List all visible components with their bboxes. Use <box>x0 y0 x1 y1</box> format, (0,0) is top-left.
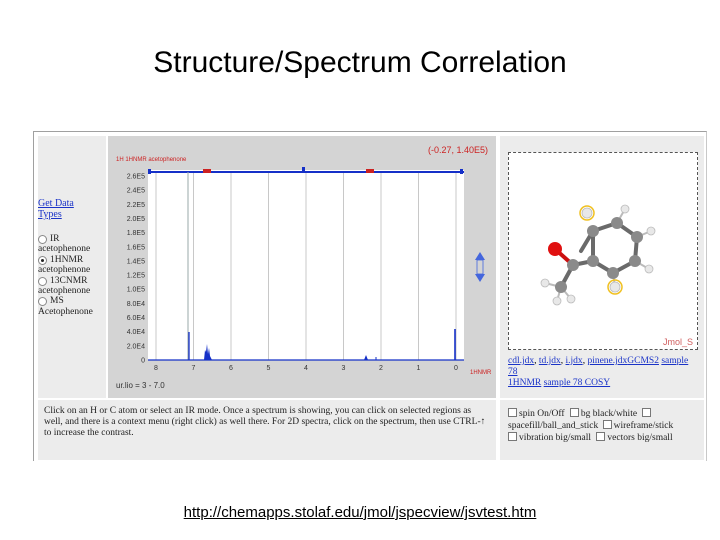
radio-13cnmr[interactable] <box>38 277 47 286</box>
y-tick-label: 1.6E5 <box>126 244 145 252</box>
wire-label: wireframe/stick <box>613 421 674 431</box>
jmol-label: Jmol_S <box>662 337 693 347</box>
x-tick-label: 3 <box>341 365 346 372</box>
source-url[interactable]: http://chemapps.stolaf.edu/jmol/jspecview/jsvtest.htm <box>183 504 537 521</box>
coordinate-readout: (-0.27, 1.40E5) <box>427 145 488 155</box>
radio-option-13cnmr[interactable]: 13CNMR acetophenone <box>38 275 91 297</box>
display-options <box>500 400 704 460</box>
y-tick-label: 6.0E4 <box>126 315 145 323</box>
molecule-view[interactable] <box>509 153 697 349</box>
hydrogen-atom[interactable] <box>621 205 629 213</box>
vibration-checkbox[interactable] <box>508 432 517 441</box>
hydrogen-atom[interactable] <box>582 208 592 218</box>
oxygen-atom[interactable] <box>548 242 562 256</box>
radio-ms[interactable] <box>38 297 47 306</box>
vectors-checkbox[interactable] <box>596 432 605 441</box>
top-marker-left <box>148 169 151 174</box>
link-sample78-cosy[interactable]: sample 78 COSY <box>543 378 611 388</box>
top-marker-blue <box>302 167 305 171</box>
methyl-carbon[interactable] <box>555 281 567 293</box>
hydrogen-atom[interactable] <box>567 295 575 303</box>
y-tick-label: 8.0E4 <box>126 300 145 308</box>
spin-checkbox[interactable] <box>508 408 517 417</box>
spectrum-panel[interactable] <box>108 136 496 398</box>
y-tick-label: 4.0E4 <box>126 329 145 337</box>
radio-option-ir[interactable]: IR acetophenone <box>38 234 91 255</box>
y-tick-label: 0 <box>141 357 145 365</box>
x-tick-label: 4 <box>304 365 308 372</box>
link-1hnmr[interactable]: 1HNMR <box>508 378 542 388</box>
y-tick-label: 2.0E4 <box>126 343 145 351</box>
link-td[interactable]: td.jdx <box>538 356 561 366</box>
bg-checkbox[interactable] <box>570 408 579 417</box>
top-marker-red-2 <box>366 169 374 173</box>
y-tick-label: 1.8E5 <box>126 230 145 238</box>
y-tick-label: 2.2E5 <box>126 201 145 209</box>
slide-title: Structure/Spectrum Correlation <box>153 46 567 79</box>
spin-label: spin On/Off <box>519 409 565 419</box>
y-tick-label: 1.2E5 <box>126 272 145 280</box>
style-label: spacefill/ball_and_stick <box>508 421 599 431</box>
app-frame <box>33 131 707 461</box>
spectrum-type-radios <box>38 234 106 317</box>
x-tick-label: 0 <box>454 365 458 372</box>
bg-label: bg black/white <box>580 409 638 419</box>
hydrogen-atom[interactable] <box>645 265 653 273</box>
vibration-label: vibration big/small <box>519 433 592 443</box>
instructions-panel <box>38 400 496 460</box>
wire-checkbox[interactable] <box>603 420 612 429</box>
x-tick-label: 6 <box>229 365 233 372</box>
x-axis-label: 1HNMR <box>470 370 492 376</box>
top-marker-red-1 <box>203 169 211 173</box>
get-data-link[interactable]: Get Data <box>38 198 74 209</box>
radio-ir[interactable] <box>38 235 47 244</box>
y-tick-label: 1.4E5 <box>126 258 145 266</box>
x-tick-label: 1 <box>416 365 421 372</box>
x-tick-label: 5 <box>266 365 271 372</box>
radio-1hnmr[interactable] <box>38 256 47 265</box>
spectrum-top-label: 1H 1HNMR acetophenone <box>116 157 187 163</box>
ring-carbon-2[interactable] <box>587 225 599 237</box>
x-tick-label: 8 <box>154 365 158 372</box>
instructions-text: Click on an H or C atom or select an IR mode. Once a spectrum is showing, you can click on selected regions as well, and there is a context menu (right click) as well there. For 2D spectra, click on the spectrum, then use CTRL-↑ to increase the contrast. <box>44 406 486 438</box>
spectrum-footer: ur.lio = 3 - 7.0 <box>116 381 165 390</box>
ring-carbon-4[interactable] <box>631 231 643 243</box>
hydrogen-atom[interactable] <box>610 282 620 292</box>
types-link[interactable]: Types <box>38 209 62 220</box>
y-tick-label: 2.6E5 <box>126 173 145 181</box>
spectrum-plot[interactable] <box>108 136 496 398</box>
jmol-links: cdl.jdx, td.jdx, i.jdx, pinene.jdxGCMS2 sample 78 1HNMR sample 78 COSY <box>508 356 689 388</box>
link-cdl[interactable]: cdl.jdx <box>508 356 535 366</box>
ring-carbon-6[interactable] <box>607 267 619 279</box>
y-tick-label: 2.4E5 <box>126 187 145 195</box>
hydrogen-atom[interactable] <box>647 227 655 235</box>
radio-option-1hnmr[interactable]: 1HNMR acetophenone <box>38 254 91 276</box>
top-marker-right <box>460 169 463 174</box>
ring-carbon-1[interactable] <box>587 255 599 267</box>
hydrogen-atom[interactable] <box>553 297 561 305</box>
x-tick-label: 2 <box>379 365 383 372</box>
ring-carbon-3[interactable] <box>611 217 623 229</box>
jmol-viewer[interactable] <box>508 152 698 350</box>
link-i[interactable]: i.jdx <box>565 356 583 366</box>
vectors-label: vectors big/small <box>607 433 673 443</box>
y-tick-label: 1.0E5 <box>126 286 145 294</box>
x-tick-label: 7 <box>191 365 196 372</box>
y-tick-label: 2.0E5 <box>126 215 145 223</box>
zoom-arrows[interactable] <box>475 252 485 282</box>
ring-carbon-5[interactable] <box>629 255 641 267</box>
link-sample78[interactable]: sample 78 <box>508 356 689 377</box>
jmol-panel <box>500 136 704 398</box>
left-panel <box>38 136 106 398</box>
radio-option-ms[interactable]: MS Acetophenone <box>38 296 93 317</box>
link-gcms2[interactable]: GCMS2 <box>627 356 659 366</box>
link-pinene[interactable]: pinene.jdx <box>587 356 628 366</box>
hydrogen-atom[interactable] <box>541 279 549 287</box>
carbonyl-carbon[interactable] <box>567 259 579 271</box>
style-checkbox[interactable] <box>642 408 651 417</box>
